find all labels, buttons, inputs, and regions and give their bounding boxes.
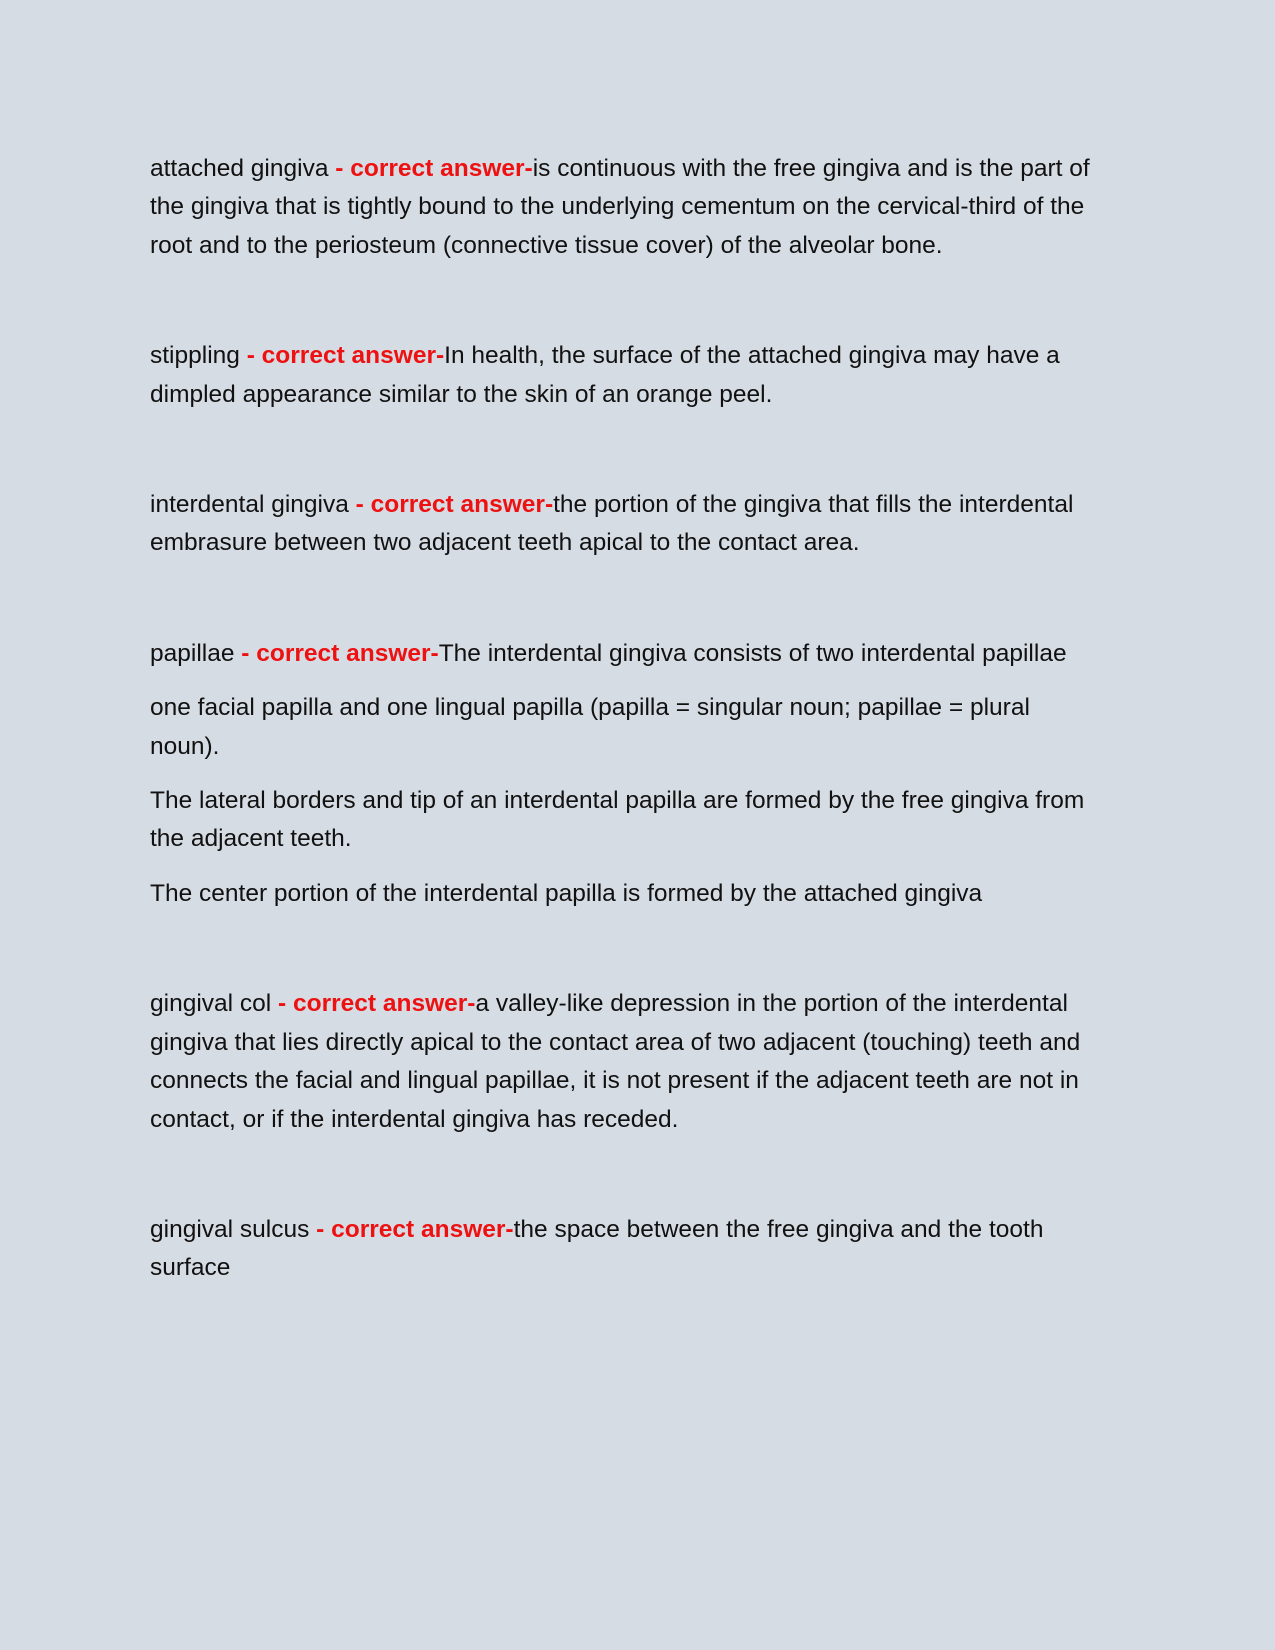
- entry-paragraph: [150, 150, 1095, 265]
- correct-answer-marker: - correct answer-: [348, 491, 554, 519]
- definition: The interdental gingiva consists of two interdental papillae: [438, 639, 1067, 667]
- correct-answer-marker: - correct answer-: [239, 342, 445, 370]
- entry-gingival-col: [150, 985, 1095, 1139]
- definition: the space between the free gingiva and the tooth surface: [150, 1215, 1044, 1282]
- term: gingival sulcus: [150, 1215, 310, 1243]
- correct-answer-marker: - correct answer-: [271, 990, 476, 1018]
- definition: a valley-like depression in the portion of the interdental gingiva that lies directly apical to the contact area of two adjacent (touching) teeth and connects the facial and lingual papillae, it is not present if the adjacent teeth are not in contact, or if the interdental gingiva has receded.: [150, 990, 1081, 1133]
- extra-paragraph: one facial papilla and one lingual papilla (papilla = singular noun; papillae = plural noun).: [150, 694, 1030, 760]
- entry-paragraph: [150, 985, 1095, 1139]
- term: gingival col: [150, 990, 272, 1018]
- extra-paragraph: The lateral borders and tip of an interdental papilla are formed by the free gingiva from the adjacent teeth.: [150, 787, 1085, 853]
- term: papillae: [150, 639, 235, 667]
- definition: In health, the surface of the attached gingiva may have a dimpled appearance similar to the skin of an orange peel.: [150, 342, 1060, 408]
- entry-interdental-gingiva: [150, 486, 1095, 563]
- extra-paragraph: The center portion of the interdental papilla is formed by the attached gingiva: [150, 879, 983, 907]
- entry-attached-gingiva: [150, 150, 1095, 265]
- term: interdental gingiva: [150, 491, 349, 519]
- entry-paragraph: [150, 635, 1095, 673]
- term: attached gingiva: [150, 155, 329, 182]
- correct-answer-marker: - correct answer-: [309, 1215, 514, 1243]
- entry-paragraph: [150, 486, 1095, 563]
- entry-stippling: [150, 337, 1095, 414]
- definition: the portion of the gingiva that fills the interdental embrasure between two adjacent teeth apical to the contact area.: [150, 491, 1074, 557]
- entry-paragraph: [150, 1211, 1095, 1288]
- correct-answer-marker: - correct answer-: [234, 639, 439, 667]
- term: stippling: [150, 342, 240, 370]
- entry-paragraph: [150, 337, 1095, 414]
- correct-answer-marker: - correct answer-: [328, 155, 533, 182]
- entry-gingival-sulcus: [150, 1211, 1095, 1288]
- definition: is continuous with the free gingiva and is the part of the gingiva that is tightly bound to the underlying cementum on the cervical-third of the root and to the periosteum (connective tissue cover) of the alveolar bone.: [150, 155, 1090, 259]
- entry-papillae: [150, 635, 1095, 913]
